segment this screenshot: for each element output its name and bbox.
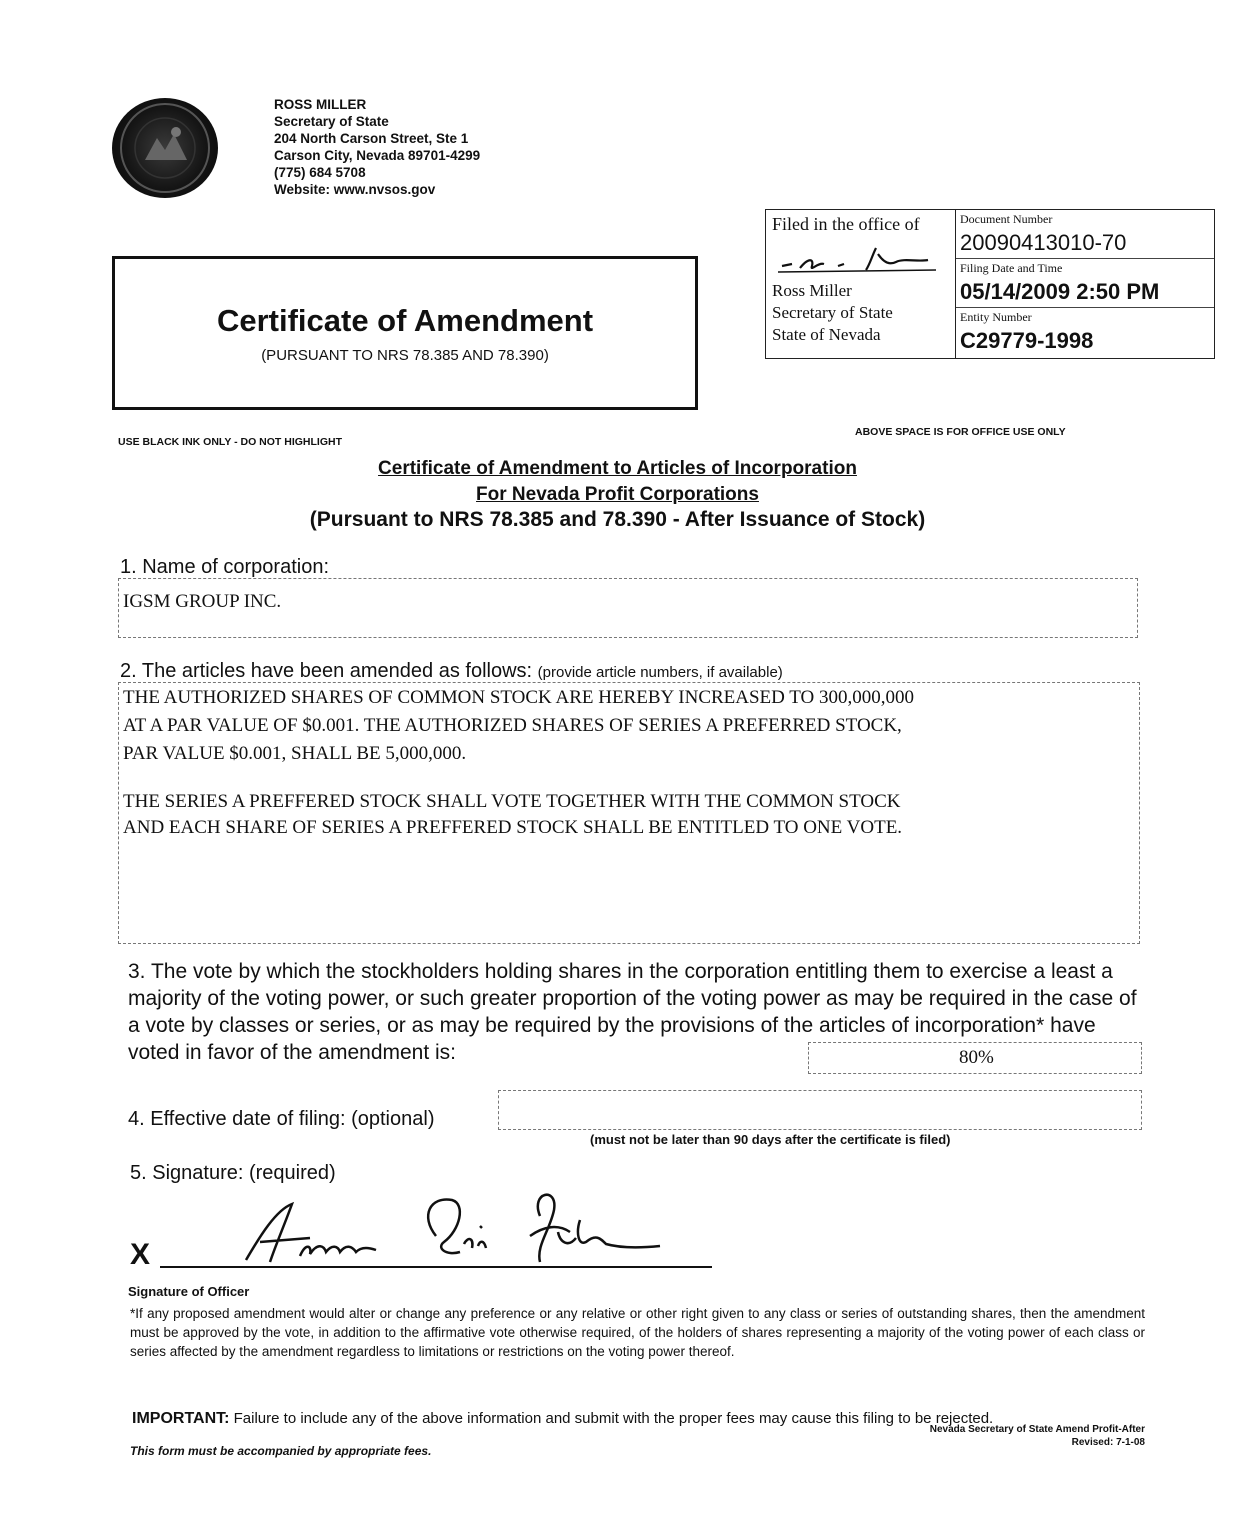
filed-in-label: Filed in the office of: [772, 214, 920, 234]
form-title-line-2: For Nevada Profit Corporations: [476, 484, 759, 505]
q3-text: 3. The vote by which the stockholders holding shares in the corporation entitling them to exercise a least a majority of the voting power, or such greater proportion of the voting power as may be required in the case of a vote by classes or series, or as may be required by the provisions of the articles of incorporation* have voted in favor of the amendment is:: [128, 960, 1137, 1064]
filing-datetime-label: Filing Date and Time: [960, 261, 1063, 275]
signature-line: [160, 1266, 712, 1268]
certificate-title: Certificate of Amendment: [216, 303, 594, 338]
important-notice: [132, 1410, 993, 1428]
revision-line-2: Revised: 7-1-08: [1071, 1437, 1145, 1448]
corporation-name-field[interactable]: [118, 578, 1138, 638]
amendment-text-field[interactable]: [118, 682, 1140, 944]
filing-datetime-cell: [956, 259, 1214, 308]
amendment-line-5: AND EACH SHARE OF SERIES A PREFFERED STOCK SHALL BE ENTITLED TO ONE VOTE.: [123, 817, 903, 838]
important-text: Failure to include any of the above information and submit with the proper fees may cause this filing to be rejected.: [233, 1410, 994, 1427]
ink-note: USE BLACK INK ONLY - DO NOT HIGHLIGHT: [118, 436, 343, 448]
effective-date-field[interactable]: [498, 1090, 1142, 1130]
signature-label: Signature of Officer: [128, 1284, 250, 1299]
q4-hint: (must not be later than 90 days after the certificate is filed): [590, 1132, 951, 1147]
revision-line-1: Nevada Secretary of State Amend Profit-After: [929, 1424, 1145, 1435]
vote-percentage-field[interactable]: [808, 1042, 1142, 1074]
form-title-line-1: Certificate of Amendment to Articles of Incorporation: [378, 458, 857, 479]
state-seal: [112, 98, 218, 198]
officer-state: State of Nevada: [772, 325, 881, 344]
secretary-title: Secretary of State: [274, 114, 389, 129]
entity-number-label: Entity Number: [960, 310, 1032, 324]
fees-note: This form must be accompanied by appropriate fees.: [130, 1444, 432, 1458]
amendment-line-3: PAR VALUE $0.001, SHALL BE 5,000,000.: [123, 743, 467, 764]
phone: (775) 684 5708: [274, 165, 366, 180]
q1-label: 1. Name of corporation:: [120, 556, 329, 578]
office-use-note: ABOVE SPACE IS FOR OFFICE USE ONLY: [855, 426, 1066, 438]
filing-datetime: 05/14/2009 2:50 PM: [960, 279, 1160, 304]
officer-signature-mark: [240, 1186, 680, 1270]
important-label: IMPORTANT:: [132, 1410, 230, 1427]
secretary-name: ROSS MILLER: [274, 97, 367, 112]
certificate-subtitle: (PURSUANT TO NRS 78.385 AND 78.390): [261, 347, 549, 364]
amendment-line-4: THE SERIES A PREFFERED STOCK SHALL VOTE TOGETHER WITH THE COMMON STOCK: [123, 791, 901, 812]
amendment-line-2: AT A PAR VALUE OF $0.001. THE AUTHORIZED SHARES OF SERIES A PREFERRED STOCK,: [123, 715, 902, 736]
q2-hint: (provide article numbers, if available): [537, 664, 783, 681]
q4-label: 4. Effective date of filing: (optional): [128, 1108, 435, 1130]
officer-title: Secretary of State: [772, 303, 893, 322]
secretary-signature-mark: [778, 244, 938, 274]
website: Website: www.nvsos.gov: [274, 182, 436, 197]
entity-number: C29779-1998: [960, 328, 1094, 353]
entity-number-cell: [956, 308, 1214, 357]
filing-office-panel: [766, 210, 956, 358]
q5-label: 5. Signature: (required): [130, 1162, 336, 1184]
office-header: [274, 96, 480, 198]
q2-label: 2. The articles have been amended as follows:: [120, 660, 533, 682]
officer-name: Ross Miller: [772, 281, 852, 300]
form-title-line-3: (Pursuant to NRS 78.385 and 78.390 - After Issuance of Stock): [309, 508, 926, 531]
address-line-2: Carson City, Nevada 89701-4299: [274, 148, 481, 163]
certificate-title-box: [112, 256, 698, 410]
address-line-1: 204 North Carson Street, Ste 1: [274, 131, 469, 146]
filing-stamp-box: [765, 209, 1215, 359]
vote-percentage-value: 80%: [959, 1047, 994, 1068]
document-number-cell: [956, 210, 1214, 259]
footnote: *If any proposed amendment would alter or change any preference or any relative or other right given to any class or series of outstanding shares, then the amendment must be approved by the vote, in addition to the affirmative vote otherwise required, of the holders of shares representing a majority of the voting power of each class or series affected by the amendment regardless to limitations or restrictions on the voting power thereof.: [130, 1306, 1145, 1359]
office-lines: [772, 280, 893, 346]
corporation-name-value: IGSM GROUP INC.: [123, 591, 282, 612]
amendment-line-1: THE AUTHORIZED SHARES OF COMMON STOCK ARE HEREBY INCREASED TO 300,000,000: [123, 687, 915, 708]
document-number-label: Document Number: [960, 212, 1053, 226]
q2-label-row: [120, 660, 783, 683]
document-number: 20090413010-70: [960, 230, 1127, 255]
signature-x: X: [130, 1238, 151, 1271]
